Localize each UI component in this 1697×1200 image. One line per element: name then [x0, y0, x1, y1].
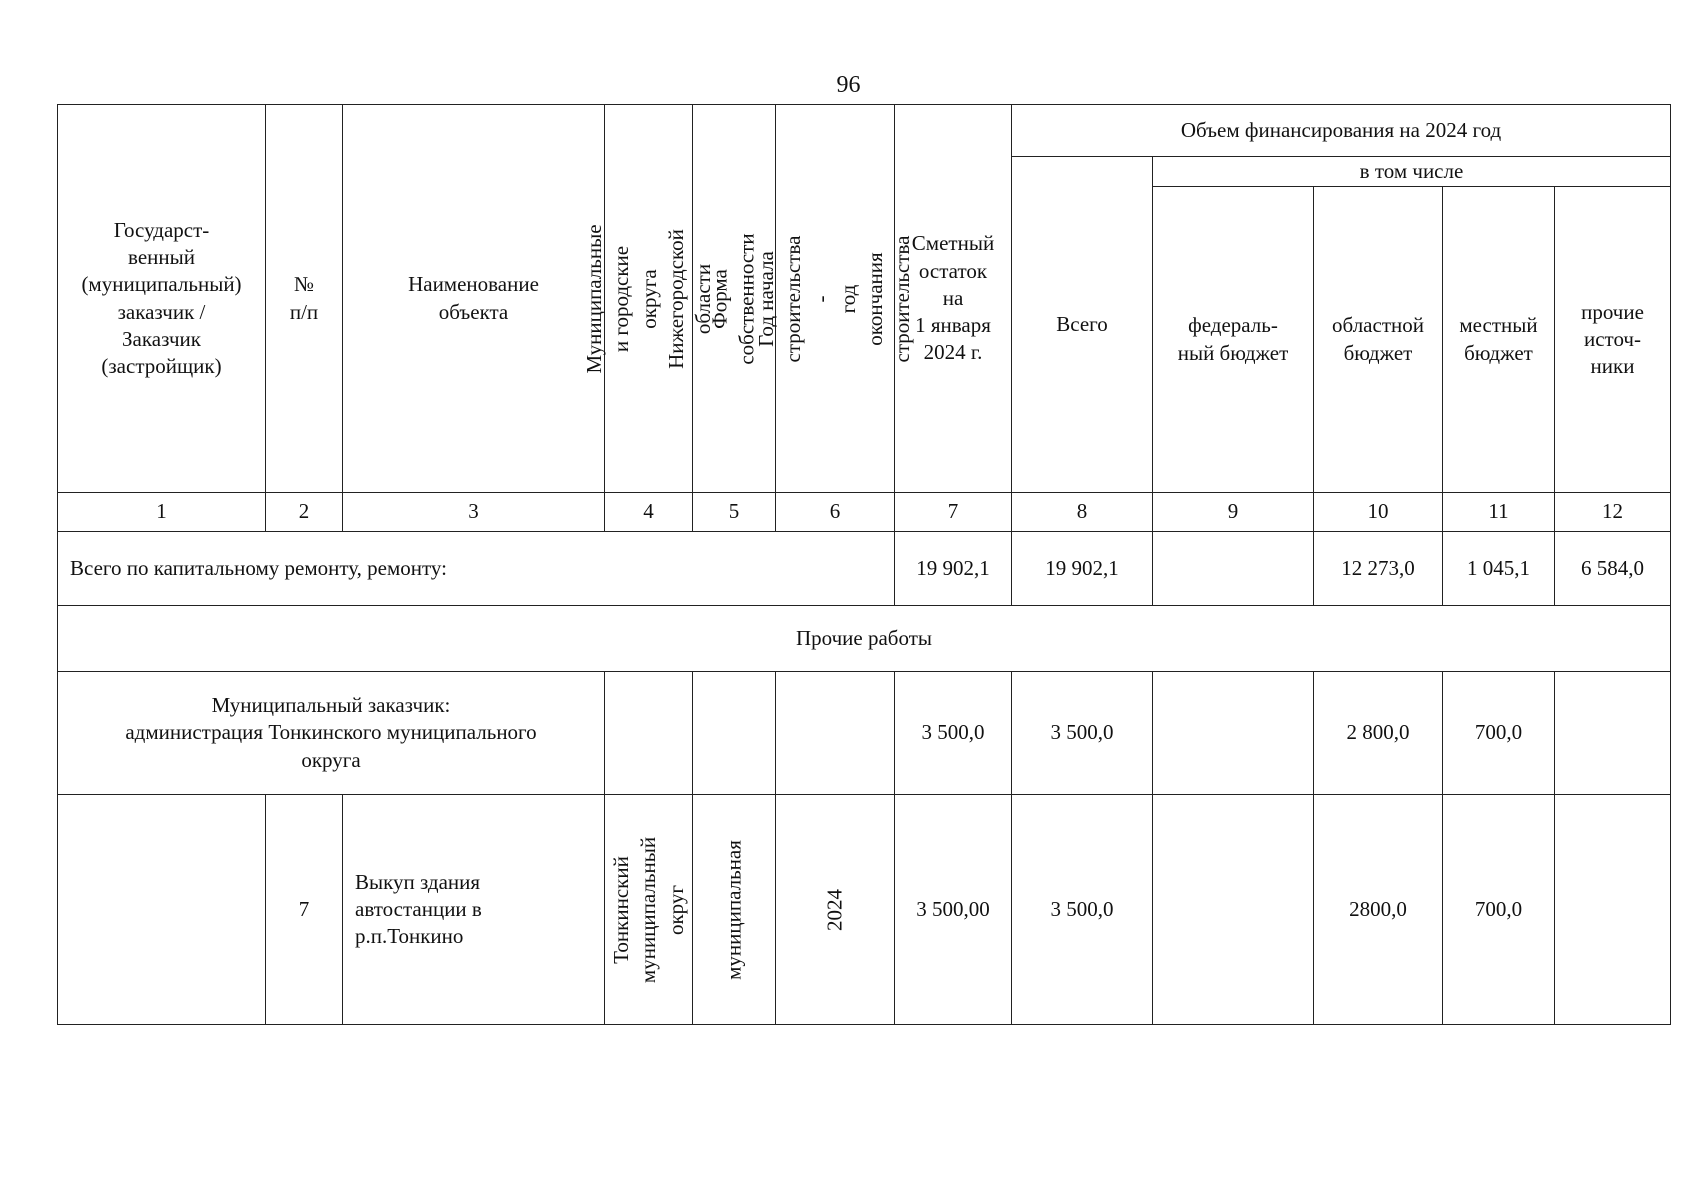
- object-number: 7: [266, 795, 343, 1025]
- customer-local: 700,0: [1443, 672, 1555, 795]
- customer-ownership: [693, 672, 776, 795]
- object-local: 700,0: [1443, 795, 1555, 1025]
- object-regional: 2800,0: [1314, 795, 1443, 1025]
- column-number: 12: [1555, 493, 1671, 532]
- column-number-row: [58, 493, 1671, 532]
- header-local: местный бюджет: [1443, 187, 1555, 493]
- object-name: Выкуп здания автостанции в р.п.Тонкино: [343, 795, 605, 1025]
- customer-estimate: 3 500,0: [895, 672, 1012, 795]
- customer-regional: 2 800,0: [1314, 672, 1443, 795]
- header-ownership: Форма собственности: [693, 105, 776, 493]
- column-number: 9: [1153, 493, 1314, 532]
- column-number: 7: [895, 493, 1012, 532]
- column-number: 6: [776, 493, 895, 532]
- customer-other: [1555, 672, 1671, 795]
- object-ownership: муниципальная: [693, 795, 776, 1025]
- header-regional: областной бюджет: [1314, 187, 1443, 493]
- object-federal: [1153, 795, 1314, 1025]
- header-districts: Муниципальные и городские округа Нижегородской области: [605, 105, 693, 493]
- customer-district: [605, 672, 693, 795]
- header-number: № п/п: [266, 105, 343, 493]
- column-number: 10: [1314, 493, 1443, 532]
- header-total: Всего: [1012, 157, 1153, 493]
- summary-local: 1 045,1: [1443, 532, 1555, 606]
- header-other: прочие источ- ники: [1555, 187, 1671, 493]
- header-including: в том числе: [1153, 157, 1671, 187]
- object-estimate: 3 500,00: [895, 795, 1012, 1025]
- summary-total: 19 902,1: [1012, 532, 1153, 606]
- object-row: [58, 795, 1671, 1025]
- header-construction-years: Год начала строительства - год окончания строительства: [776, 105, 895, 493]
- object-total: 3 500,0: [1012, 795, 1153, 1025]
- object-customer: [58, 795, 266, 1025]
- column-number: 8: [1012, 493, 1153, 532]
- object-district: Тонкинский муниципальный округ: [605, 795, 693, 1025]
- customer-total: 3 500,0: [1012, 672, 1153, 795]
- object-other: [1555, 795, 1671, 1025]
- summary-regional: 12 273,0: [1314, 532, 1443, 606]
- column-number: 11: [1443, 493, 1555, 532]
- summary-label: Всего по капитальному ремонту, ремонту:: [58, 532, 895, 606]
- header-federal: федераль- ный бюджет: [1153, 187, 1314, 493]
- section-row: [58, 606, 1671, 672]
- summary-other: 6 584,0: [1555, 532, 1671, 606]
- customer-years: [776, 672, 895, 795]
- column-number: 1: [58, 493, 266, 532]
- page-number: 96: [836, 72, 861, 98]
- header-object-name: Наименование объекта: [343, 105, 605, 493]
- object-years: 2024: [776, 795, 895, 1025]
- summary-federal: [1153, 532, 1314, 606]
- customer-federal: [1153, 672, 1314, 795]
- column-number: 5: [693, 493, 776, 532]
- header-customer: Государст- венный (муниципальный) заказчик / Заказчик (застройщик): [58, 105, 266, 493]
- header-financing: Объем финансирования на 2024 год: [1012, 105, 1671, 157]
- summary-row: [58, 532, 1671, 606]
- customer-label: Муниципальный заказчик: администрация Тонкинского муниципального округа: [58, 672, 605, 795]
- column-number: 4: [605, 493, 693, 532]
- customer-row: [58, 672, 1671, 795]
- section-title: Прочие работы: [58, 606, 1671, 672]
- column-number: 3: [343, 493, 605, 532]
- summary-estimate: 19 902,1: [895, 532, 1012, 606]
- column-number: 2: [266, 493, 343, 532]
- financing-table: [57, 104, 1671, 1025]
- header-estimate-balance: Сметный остаток на 1 января 2024 г.: [895, 105, 1012, 493]
